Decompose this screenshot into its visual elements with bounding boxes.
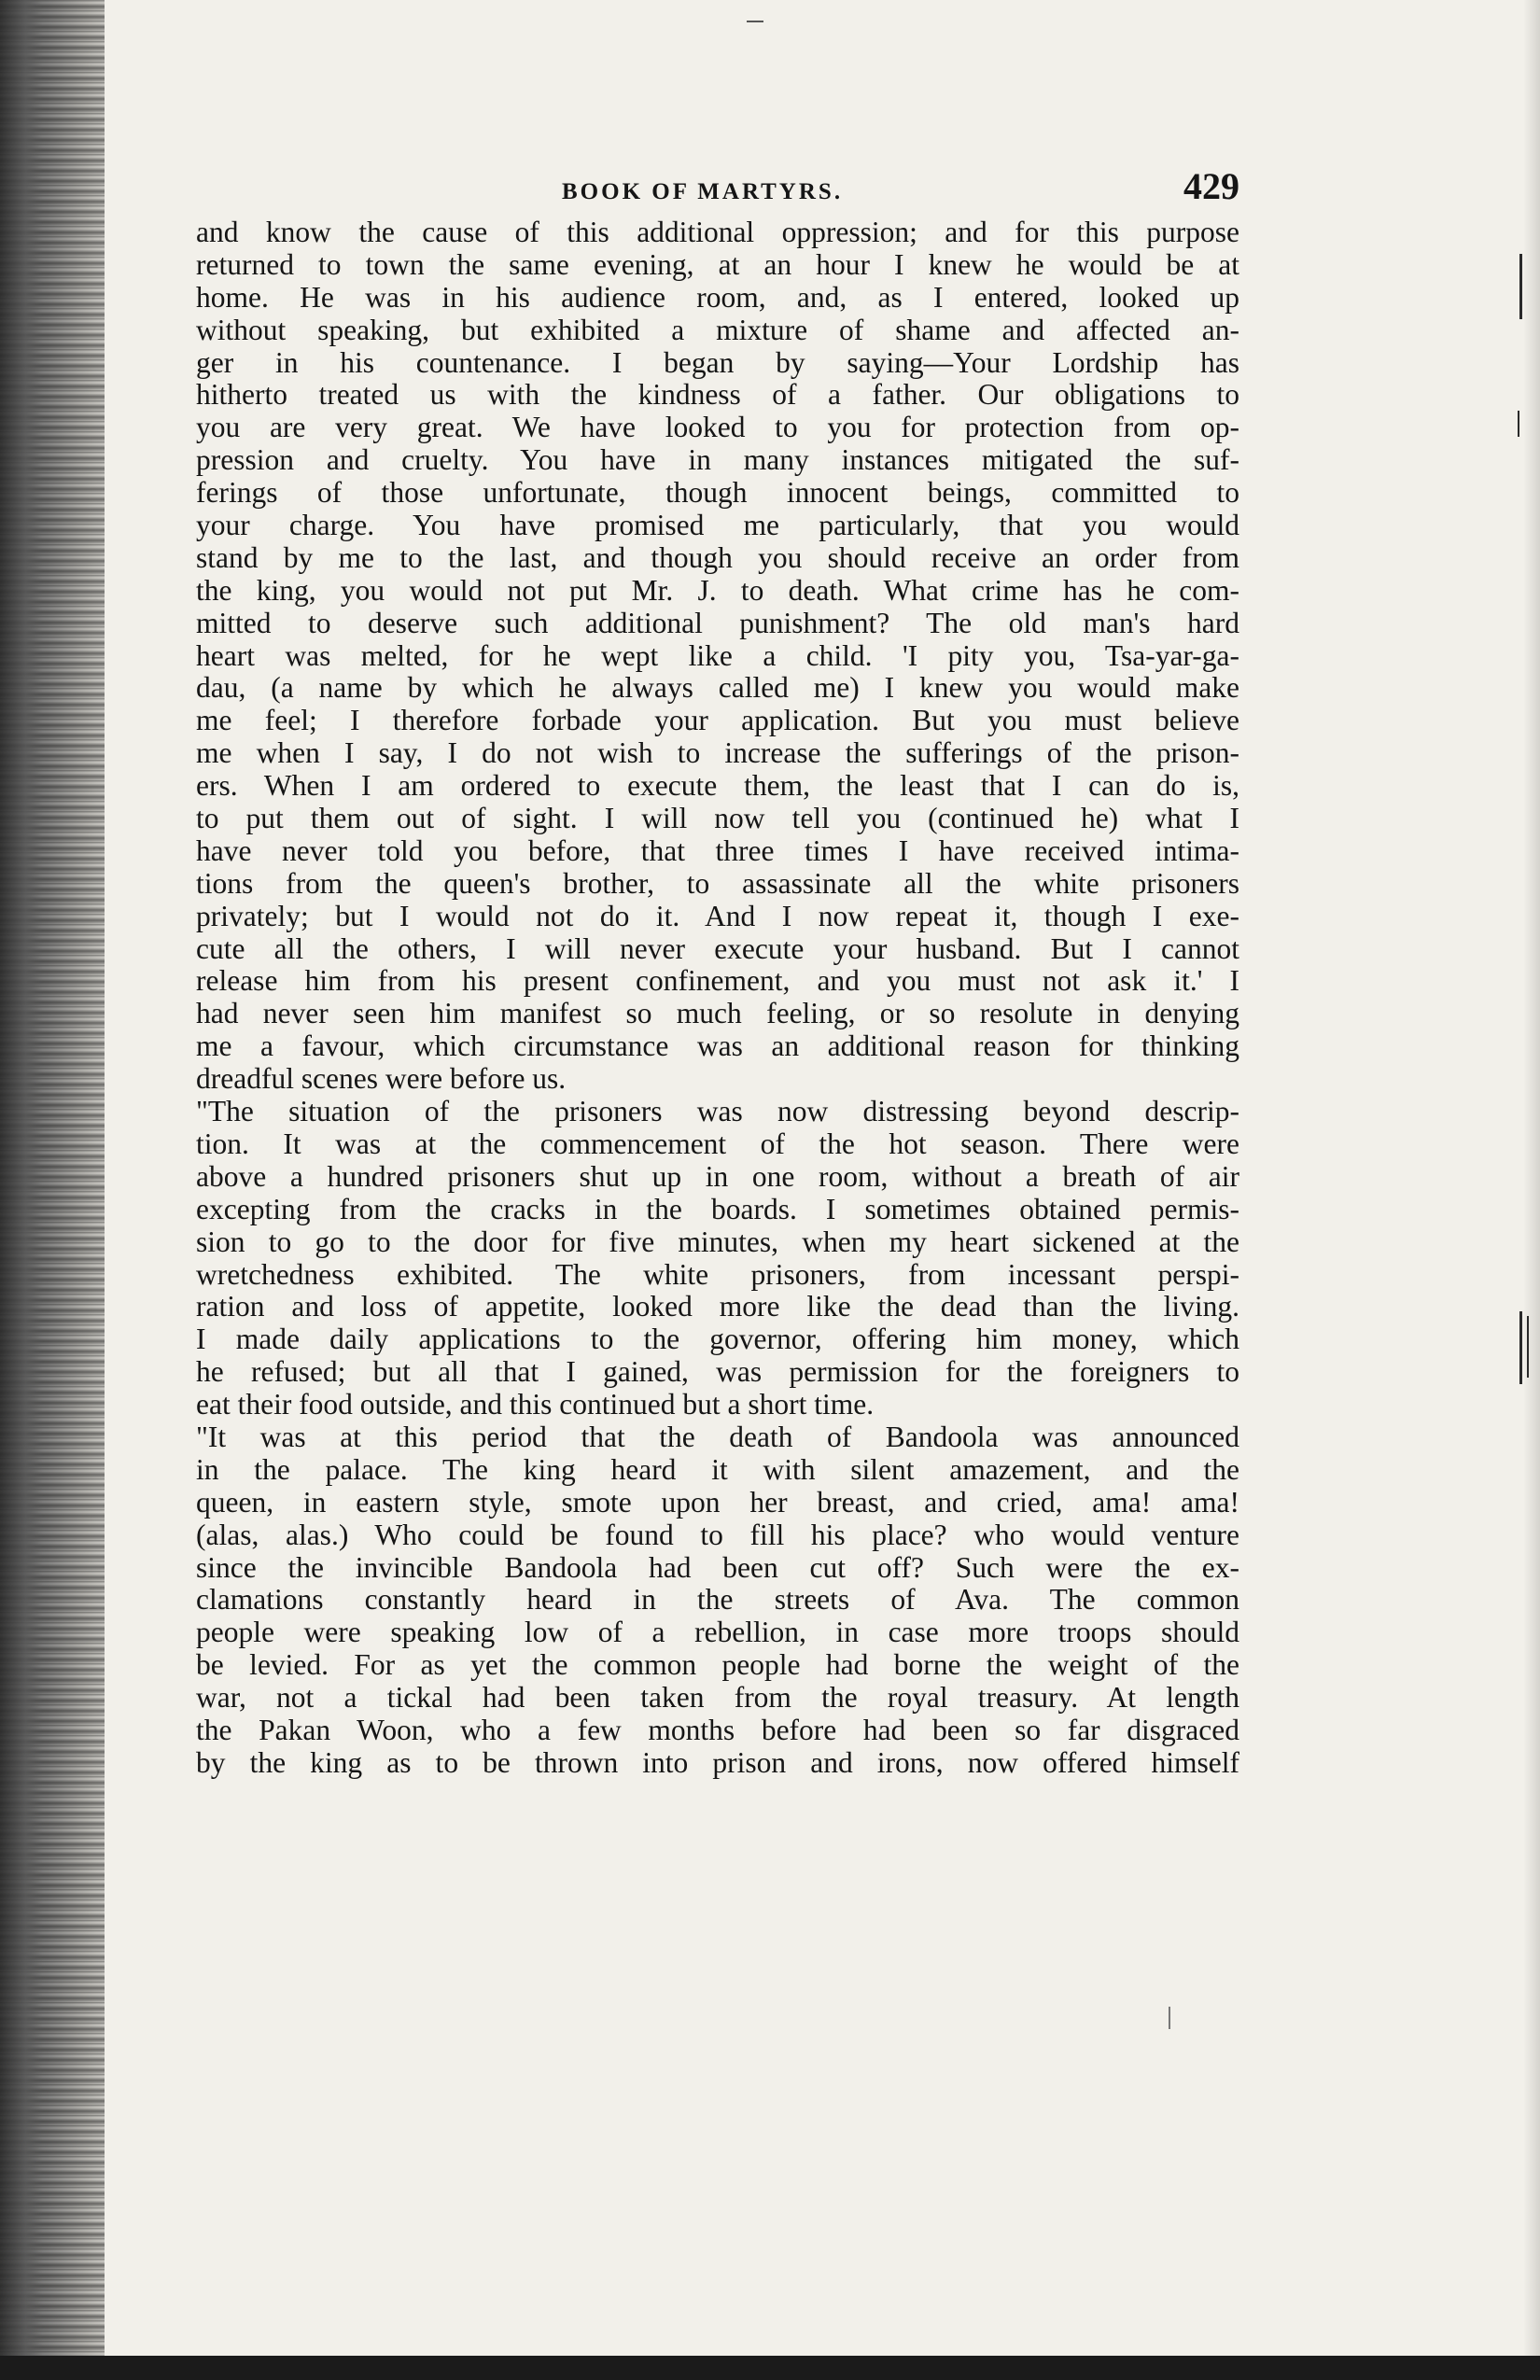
text-line: clamations constantly heard in the streets of Ava. The common bbox=[196, 1584, 1239, 1617]
text-line: by the king as to be thrown into prison and irons, now offered himself bbox=[196, 1746, 1239, 1779]
text-line: me when I say, I do not wish to increase the sufferings of the prison- bbox=[196, 737, 1239, 770]
text-line: wretchedness exhibited. The white prisoners, from incessant perspi- bbox=[196, 1258, 1239, 1291]
text-line: and know the cause of this additional oppression; and for this purpose bbox=[196, 217, 1239, 248]
text-line: excepting from the cracks in the boards. I sometimes obtained permis- bbox=[196, 1193, 1239, 1225]
text-line: ers. When I am ordered to execute them, the least that I can do is, bbox=[196, 770, 1239, 803]
text-line: ration and loss of appetite, looked more like the dead than the living. bbox=[196, 1291, 1239, 1323]
text-line: hitherto treated us with the kindness of a father. Our obligations to bbox=[196, 379, 1239, 412]
scan-mark bbox=[747, 21, 763, 22]
page-number: 429 bbox=[1183, 165, 1239, 207]
body-text bbox=[196, 217, 1239, 1897]
text-line: have never told you before, that three times I have received intima- bbox=[196, 834, 1239, 867]
text-line: had never seen him manifest so much feeling, or so resolute in denying bbox=[196, 998, 1239, 1030]
margin-mark bbox=[1169, 2007, 1170, 2029]
text-line: your charge. You have promised me particularly, that you would bbox=[196, 510, 1239, 542]
text-line: he refused; but all that I gained, was permission for the foreigners to bbox=[196, 1356, 1239, 1389]
text-line: eat their food outside, and this continued but a short time. bbox=[196, 1389, 875, 1421]
running-head-title: BOOK OF MARTYRS. bbox=[562, 179, 844, 204]
binding-gutter-edge bbox=[0, 0, 43, 2380]
text-line: be levied. For as yet the common people had borne the weight of the bbox=[196, 1649, 1239, 1682]
text-line: war, not a tickal had been taken from the royal treasury. At length bbox=[196, 1682, 1239, 1715]
scan-bottom-band bbox=[0, 2356, 1540, 2380]
text-line: I made daily applications to the governor, offering him money, which bbox=[196, 1323, 1239, 1356]
text-line: "It was at this period that the death of Bandoola was announced bbox=[196, 1421, 1239, 1453]
text-line: returned to town the same evening, at an hour I knew he would be at bbox=[196, 248, 1239, 281]
text-line: mitted to deserve such additional punishment? The old man's hard bbox=[196, 607, 1239, 639]
text-line: cute all the others, I will never execute your husband. But I cannot bbox=[196, 932, 1239, 965]
text-line: me feel; I therefore forbade your application. But you must believe bbox=[196, 705, 1239, 737]
text-line: me a favour, which circumstance was an additional reason for thinking bbox=[196, 1030, 1239, 1063]
text-line: privately; but I would not do it. And I now repeat it, though I exe- bbox=[196, 900, 1239, 932]
page-right-edge bbox=[1523, 0, 1540, 2380]
text-line: above a hundred prisoners shut up in one room, without a breath of air bbox=[196, 1160, 1239, 1193]
text-line: heart was melted, for he wept like a child. 'I pity you, Tsa-yar-ga- bbox=[196, 639, 1239, 672]
running-head bbox=[196, 162, 1239, 218]
text-line: the king, you would not put Mr. J. to death. What crime has he com- bbox=[196, 574, 1239, 607]
text-line: "The situation of the prisoners was now distressing beyond descrip- bbox=[196, 1096, 1239, 1128]
text-line: dau, (a name by which he always called me) I knew you would make bbox=[196, 672, 1239, 705]
margin-mark bbox=[1519, 1311, 1522, 1384]
text-line: since the invincible Bandoola had been cut off? Such were the ex- bbox=[196, 1551, 1239, 1584]
text-line: tion. It was at the commencement of the hot season. There were bbox=[196, 1127, 1239, 1160]
text-line: tions from the queen's brother, to assassinate all the white prisoners bbox=[196, 867, 1239, 900]
text-line: ferings of those unfortunate, though innocent beings, committed to bbox=[196, 477, 1239, 510]
text-line: without speaking, but exhibited a mixture of shame and affected an- bbox=[196, 314, 1239, 346]
text-line: (alas, alas.) Who could be found to fill his place? who would venture bbox=[196, 1519, 1239, 1551]
margin-mark bbox=[1527, 1316, 1529, 1378]
text-line: dreadful scenes were before us. bbox=[196, 1063, 567, 1096]
text-line: home. He was in his audience room, and, as I entered, looked up bbox=[196, 281, 1239, 314]
text-line: sion to go to the door for five minutes, when my heart sickened at the bbox=[196, 1225, 1239, 1258]
text-line: ger in his countenance. I began by saying—Your Lordship has bbox=[196, 346, 1239, 379]
margin-mark bbox=[1518, 411, 1519, 437]
text-line: release him from his present confinement, and you must not ask it.' I bbox=[196, 965, 1239, 998]
text-line: pression and cruelty. You have in many instances mitigated the suf- bbox=[196, 444, 1239, 477]
text-line: the Pakan Woon, who a few months before had been so far disgraced bbox=[196, 1714, 1239, 1746]
text-line: stand by me to the last, and though you should receive an order from bbox=[196, 541, 1239, 574]
text-line: in the palace. The king heard it with silent amazement, and the bbox=[196, 1453, 1239, 1486]
text-line: you are very great. We have looked to you for protection from op- bbox=[196, 412, 1239, 444]
text-line: queen, in eastern style, smote upon her breast, and cried, ama! ama! bbox=[196, 1486, 1239, 1519]
text-line: people were speaking low of a rebellion, in case more troops should bbox=[196, 1617, 1239, 1649]
margin-mark bbox=[1519, 254, 1522, 319]
text-line: to put them out of sight. I will now tell you (continued he) what I bbox=[196, 803, 1239, 835]
